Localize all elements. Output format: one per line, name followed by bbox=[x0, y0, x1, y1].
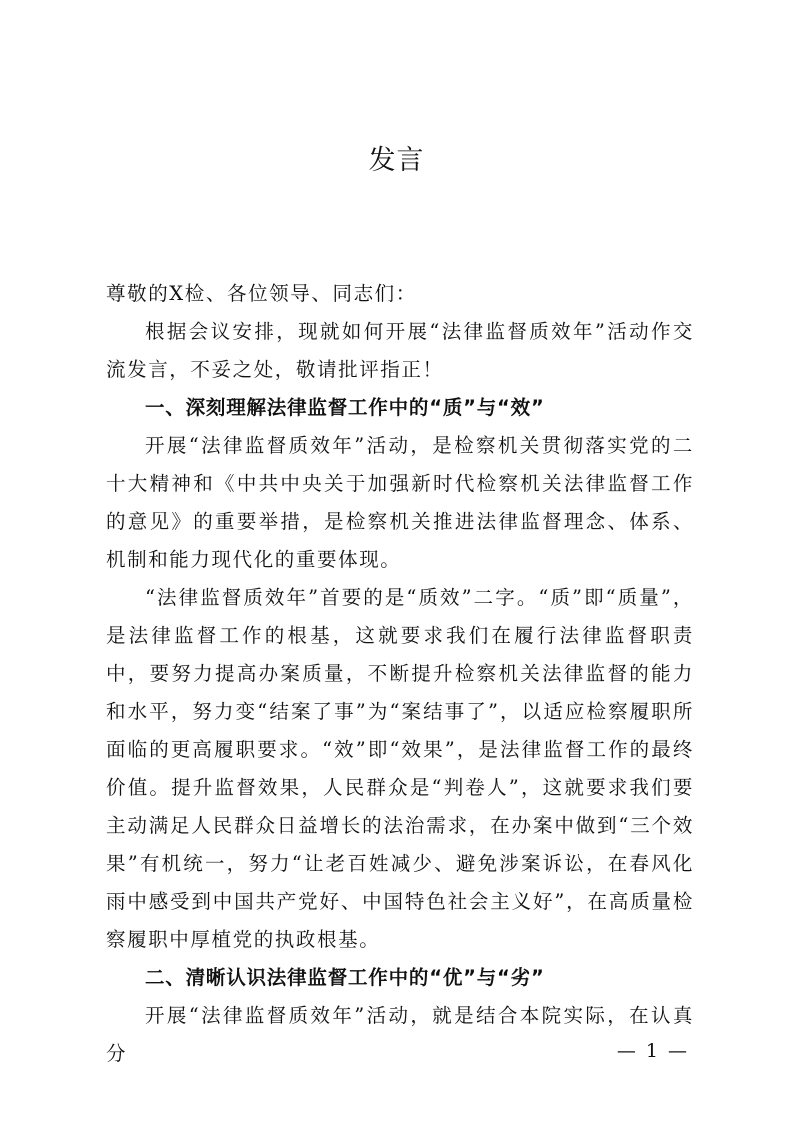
page-number: — 1 — bbox=[616, 1040, 689, 1062]
body-paragraph-2: “法律监督质效年”首要的是“质效”二字。“质”即“质量”，是法律监督工作的根基，这就要求我们在履行法律监督职责中，要努力提高办案质量，不断提升检察机关法律监督的能力和水平，努力变“结案了事”为“案结事了”，以适应检察履职所面临的更高履职要求。“效”即“效果”，是法律监督工作的最终价值。提升监督效果，人民群众是“判卷人”，这就要求我们要主动满足人民群众日益增长的法治需求，在办案中做到“三个效果”有机统一，努力“让老百姓减少、避免涉案诉讼，在春风化雨中感受到中国共产党好、中国特色社会主义好”，在高质量检察履职中厚植党的执政根基。 bbox=[106, 586, 694, 951]
section-heading-1: 一、深刻理解法律监督工作中的“质”与“效” bbox=[145, 396, 545, 419]
document-body bbox=[106, 275, 694, 1073]
section-heading-2: 二、清晰认识法律监督工作中的“优”与“劣” bbox=[145, 966, 545, 989]
intro-paragraph: 根据会议安排，现就如何开展“法律监督质效年”活动作交流发言，不妥之处，敬请批评指正！ bbox=[106, 320, 694, 381]
body-paragraph-3: 开展“法律监督质效年”活动，就是结合本院实际，在认真分 bbox=[106, 1004, 694, 1065]
page-title: 发言 bbox=[368, 145, 425, 176]
salutation: 尊敬的X检、各位领导、同志们： bbox=[106, 282, 417, 305]
body-paragraph-1: 开展“法律监督质效年”活动，是检察机关贯彻落实党的二十大精神和《中共中央关于加强新时代检察机关法律监督工作的意见》的重要举措，是检察机关推进法律监督理念、体系、机制和能力现代化的重要体现。 bbox=[106, 434, 694, 571]
